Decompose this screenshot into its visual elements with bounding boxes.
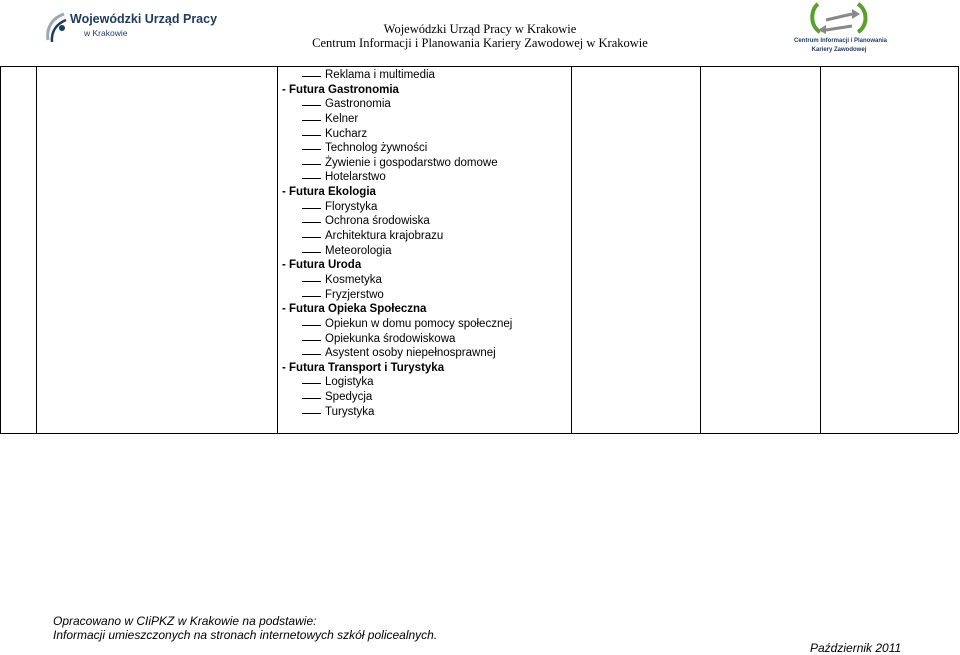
list-item xyxy=(282,214,512,229)
category-heading xyxy=(282,258,512,273)
category-heading xyxy=(282,185,512,200)
list-item-label: Meteorologia xyxy=(325,244,392,257)
list-item-label: Kosmetyka xyxy=(325,273,382,286)
table-column-divider xyxy=(700,66,701,433)
wup-logo-icon xyxy=(44,10,70,46)
cipkz-logo xyxy=(794,0,888,60)
dash-bullet xyxy=(302,208,321,209)
list-item-label: Gastronomia xyxy=(325,98,391,111)
wup-logo xyxy=(44,10,218,50)
list-item xyxy=(282,170,512,185)
dash-bullet xyxy=(302,354,321,355)
list-item xyxy=(282,273,512,288)
dash-bullet xyxy=(302,135,321,136)
footer-source-text: Informacji umieszczonych na stronach internetowych szkół policealnych. xyxy=(53,628,438,642)
dash-bullet xyxy=(302,325,321,326)
category-heading xyxy=(282,302,512,317)
list-item-label: Spedycja xyxy=(325,391,373,404)
list-item xyxy=(282,68,512,83)
list-item-label: Ochrona środowiska xyxy=(325,215,430,228)
list-item xyxy=(282,200,512,215)
footer-date: Październik 2011 xyxy=(810,641,902,655)
header-subtitle: Centrum Informacji i Planowania Kariery Zawodowej w Krakowie xyxy=(312,36,648,50)
dash-bullet xyxy=(302,296,321,297)
list-item-label: Żywienie i gospodarstwo domowe xyxy=(325,156,498,169)
dash-bullet xyxy=(302,178,321,179)
list-item xyxy=(282,141,512,156)
list-item-label: Opiekun w domu pomocy społecznej xyxy=(325,317,513,330)
list-item xyxy=(282,112,512,127)
category-heading xyxy=(282,83,512,98)
list-item xyxy=(282,375,512,390)
list-item-label: Architektura krajobrazu xyxy=(325,230,444,243)
dash-bullet xyxy=(302,383,321,384)
category-label: - Futura Gastronomia xyxy=(282,83,399,96)
list-item-label: Kelner xyxy=(325,112,359,125)
header-title: Wojewódzki Urząd Pracy w Krakowie xyxy=(383,22,577,36)
list-item xyxy=(282,288,512,303)
table-column-divider xyxy=(958,66,959,433)
list-item-label: Opiekunka środowiskowa xyxy=(325,332,456,345)
list-item-label: Asystent osoby niepełnosprawnej xyxy=(325,347,496,360)
cipkz-logo-line1: Centrum Informacji i Planowania xyxy=(794,38,888,44)
category-heading xyxy=(282,361,512,376)
category-label: - Futura Ekologia xyxy=(282,186,376,199)
table-column-divider xyxy=(571,66,572,433)
list-item-label: Florystyka xyxy=(325,200,378,213)
list-item-label: Turystyka xyxy=(325,405,375,418)
list-item-label: Technolog żywności xyxy=(325,142,428,155)
list-item-label: Reklama i multimedia xyxy=(325,69,435,81)
cipkz-logo-line2: Kariery Zawodowej xyxy=(811,47,867,53)
wup-logo-sub: w Krakowie xyxy=(84,28,128,38)
list-item-label: Kucharz xyxy=(325,127,368,140)
wup-logo-name: Wojewódzki Urząd Pracy xyxy=(70,12,218,26)
dash-bullet xyxy=(302,164,321,165)
dash-bullet xyxy=(302,340,321,341)
table-column-divider xyxy=(277,66,278,433)
list-item xyxy=(282,156,512,171)
table-column-divider xyxy=(0,66,1,433)
table-column-divider xyxy=(36,66,37,433)
dash-bullet xyxy=(302,76,321,77)
dash-bullet xyxy=(302,252,321,253)
list-item xyxy=(282,390,512,405)
cipkz-logo-icon xyxy=(804,0,874,36)
dash-bullet xyxy=(302,398,321,399)
list-item xyxy=(282,229,512,244)
list-item xyxy=(282,317,512,332)
school-program-list xyxy=(282,68,512,419)
list-item-label: Logistyka xyxy=(325,376,374,389)
list-item xyxy=(282,346,512,361)
list-item xyxy=(282,244,512,259)
category-label: - Futura Uroda xyxy=(282,259,362,272)
category-label: - Futura Opieka Społeczna xyxy=(282,303,427,316)
dash-bullet xyxy=(302,413,321,414)
dash-bullet xyxy=(302,281,321,282)
list-item xyxy=(282,405,512,420)
table-column-divider xyxy=(820,66,821,433)
list-item xyxy=(282,332,512,347)
list-item-label: Fryzjerstwo xyxy=(325,288,384,301)
dash-bullet xyxy=(302,237,321,238)
dash-bullet xyxy=(302,149,321,150)
dash-bullet xyxy=(302,120,321,121)
category-label: - Futura Transport i Turystyka xyxy=(282,361,445,374)
list-item xyxy=(282,127,512,142)
dash-bullet xyxy=(302,222,321,223)
dash-bullet xyxy=(302,105,321,106)
list-item xyxy=(282,97,512,112)
list-item-label: Hotelarstwo xyxy=(325,171,386,184)
footer-source-label: Opracowano w CIiPKZ w Krakowie na podstawie: xyxy=(53,614,317,628)
